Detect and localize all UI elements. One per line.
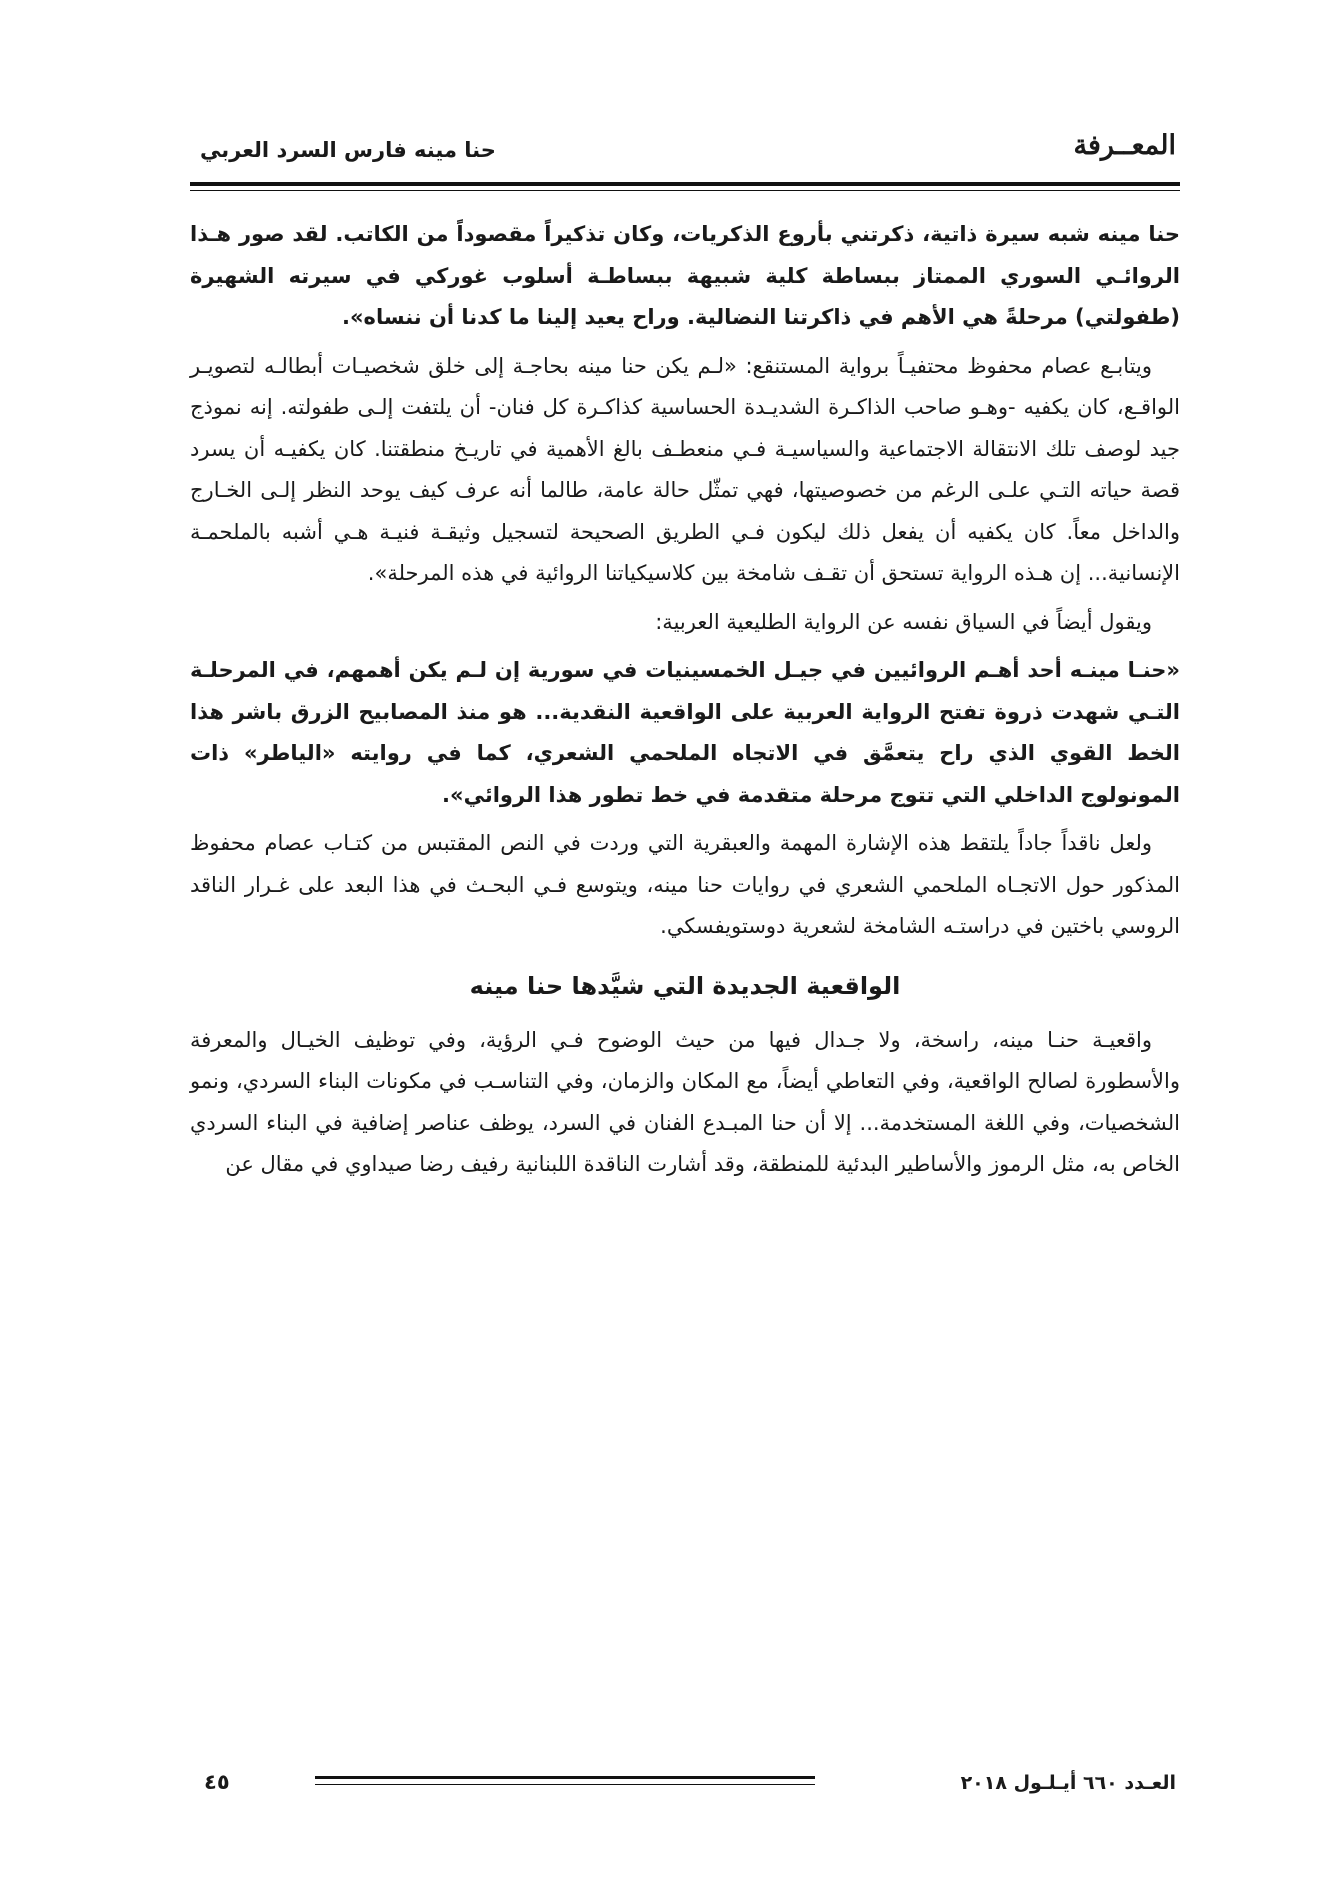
header-divider-thin bbox=[190, 190, 1180, 191]
page-number: ٤٥ bbox=[204, 1770, 230, 1794]
running-title: حنا مينه فارس السرد العربي bbox=[200, 138, 496, 162]
paragraph-mahfouz-quote: ويتابـع عصام محفوظ محتفيـاً برواية المستنقع: «لـم يكن حنا مينه بحاجـة إلى خلق شخصيـات أبطالـه لتصويـر الواقـع، كان يكفيه -وهـو صاحب الذاكـرة الشديـدة الحساسية كذاكـرة كل فنان- أن يلتفت إلـى طفولته. إنه نموذج جيد لوصف تلك الانتقالة الاجتماعية والسياسيـة فـي منعطـف بالغ الأهمية في تاريـخ منطقتنا. كان يكفيـه أن يسرد قصة حياته التـي علـى الرغم من خصوصيتها، فهي تمثّل حالة عامة، طالما أنه عرف كيف يوحد النظر إلـى الخـارج والداخل معاً. كان يكفيه أن يفعل ذلك ليكون فـي الطريق الصحيحة لتسجيل وثيقـة فنيـة هـي أشبه بالملحمـة الإنسانية... إن هـذه الرواية تستحق أن تقـف شامخة بين كلاسيكياتنا الروائية في هذه المرحلة». bbox=[190, 353, 1180, 585]
page-footer bbox=[190, 1768, 1180, 1808]
paragraph-quote-continuation: حنا مينه شبه سيرة ذاتية، ذكرتني بأروع الذكريات، وكان تذكيراً مقصوداً من الكاتب. لقد صور هـذا الروائـي السوري الممتاز ببساطة كلية شبيهة ببساطـة أسلوب غوركي في سيرته الشهيرة (طفولتي) مرحلةً هي الأهم في ذاكرتنا النضالية. وراح يعيد إلينا ما كدنا أن ننساه». bbox=[190, 222, 1180, 329]
issue-info: العـدد ٦٦٠ أيـلـول ٢٠١٨ bbox=[960, 1772, 1176, 1794]
section-heading: الواقعية الجديدة التي شيَّدها حنا مينه bbox=[469, 971, 901, 1000]
paragraph-avant-garde-quote: «حنـا مينـه أحد أهـم الروائيين في جيـل الخمسينيات في سورية إن لـم يكن أهمهم، في المرحلـة التـي شهدت ذروة تفتح الرواية العربية على الواقعية النقدية... هو منذ المصابيح الزرق باشر هذا الخط القوي الذي راح يتعمَّق في الاتجاه الملحمي الشعري، كما في روايته «الياطر» ذات المونولوج الداخلي التي تتوج مرحلة متقدمة في خط تطور هذا الروائي». bbox=[190, 658, 1180, 807]
paragraph-new-realism: واقعيـة حنـا مينه، راسخة، ولا جـدال فيها من حيث الوضوح فـي الرؤية، وفي توظيف الخيـال والمعرفة والأسطورة لصالح الواقعية، وفي التعاطي أيضاً، مع المكان والزمان، وفي التناسـب في مكونات البناء السردي، ونمو الشخصيات، وفي اللغة المستخدمة... إلا أن حنا المبـدع الفنان في السرد، يوظف عناصر إضافية في البناء السردي الخاص به، مثل الرموز والأساطير البدئية للمنطقة، وقد أشارت الناقدة اللبنانية رفيف رضا صيداوي في مقال عن bbox=[190, 1027, 1180, 1176]
header-divider bbox=[190, 182, 1180, 186]
footer-divider bbox=[315, 1776, 815, 1779]
page-header bbox=[190, 130, 1180, 186]
paragraph-critic-note: ولعل ناقداً جاداً يلتقط هذه الإشارة المهمة والعبقرية التي وردت في النص المقتبس من كتـاب عصام محفوظ المذكور حول الاتجـاه الملحمي الشعري في روايات حنا مينه، ويتوسع فـي البحـث في هذا البعد على غـرار الناقد الروسي باختين في دراستـه الشامخة لشعرية دوستويفسكي. bbox=[190, 831, 1180, 938]
footer-divider-thin bbox=[315, 1784, 815, 1785]
magazine-logo: المعــرفة bbox=[1073, 130, 1176, 161]
paragraph-intro-quote: ويقول أيضاً في السياق نفسه عن الرواية الطليعية العربية: bbox=[655, 609, 1152, 634]
article-body bbox=[190, 214, 1180, 1744]
